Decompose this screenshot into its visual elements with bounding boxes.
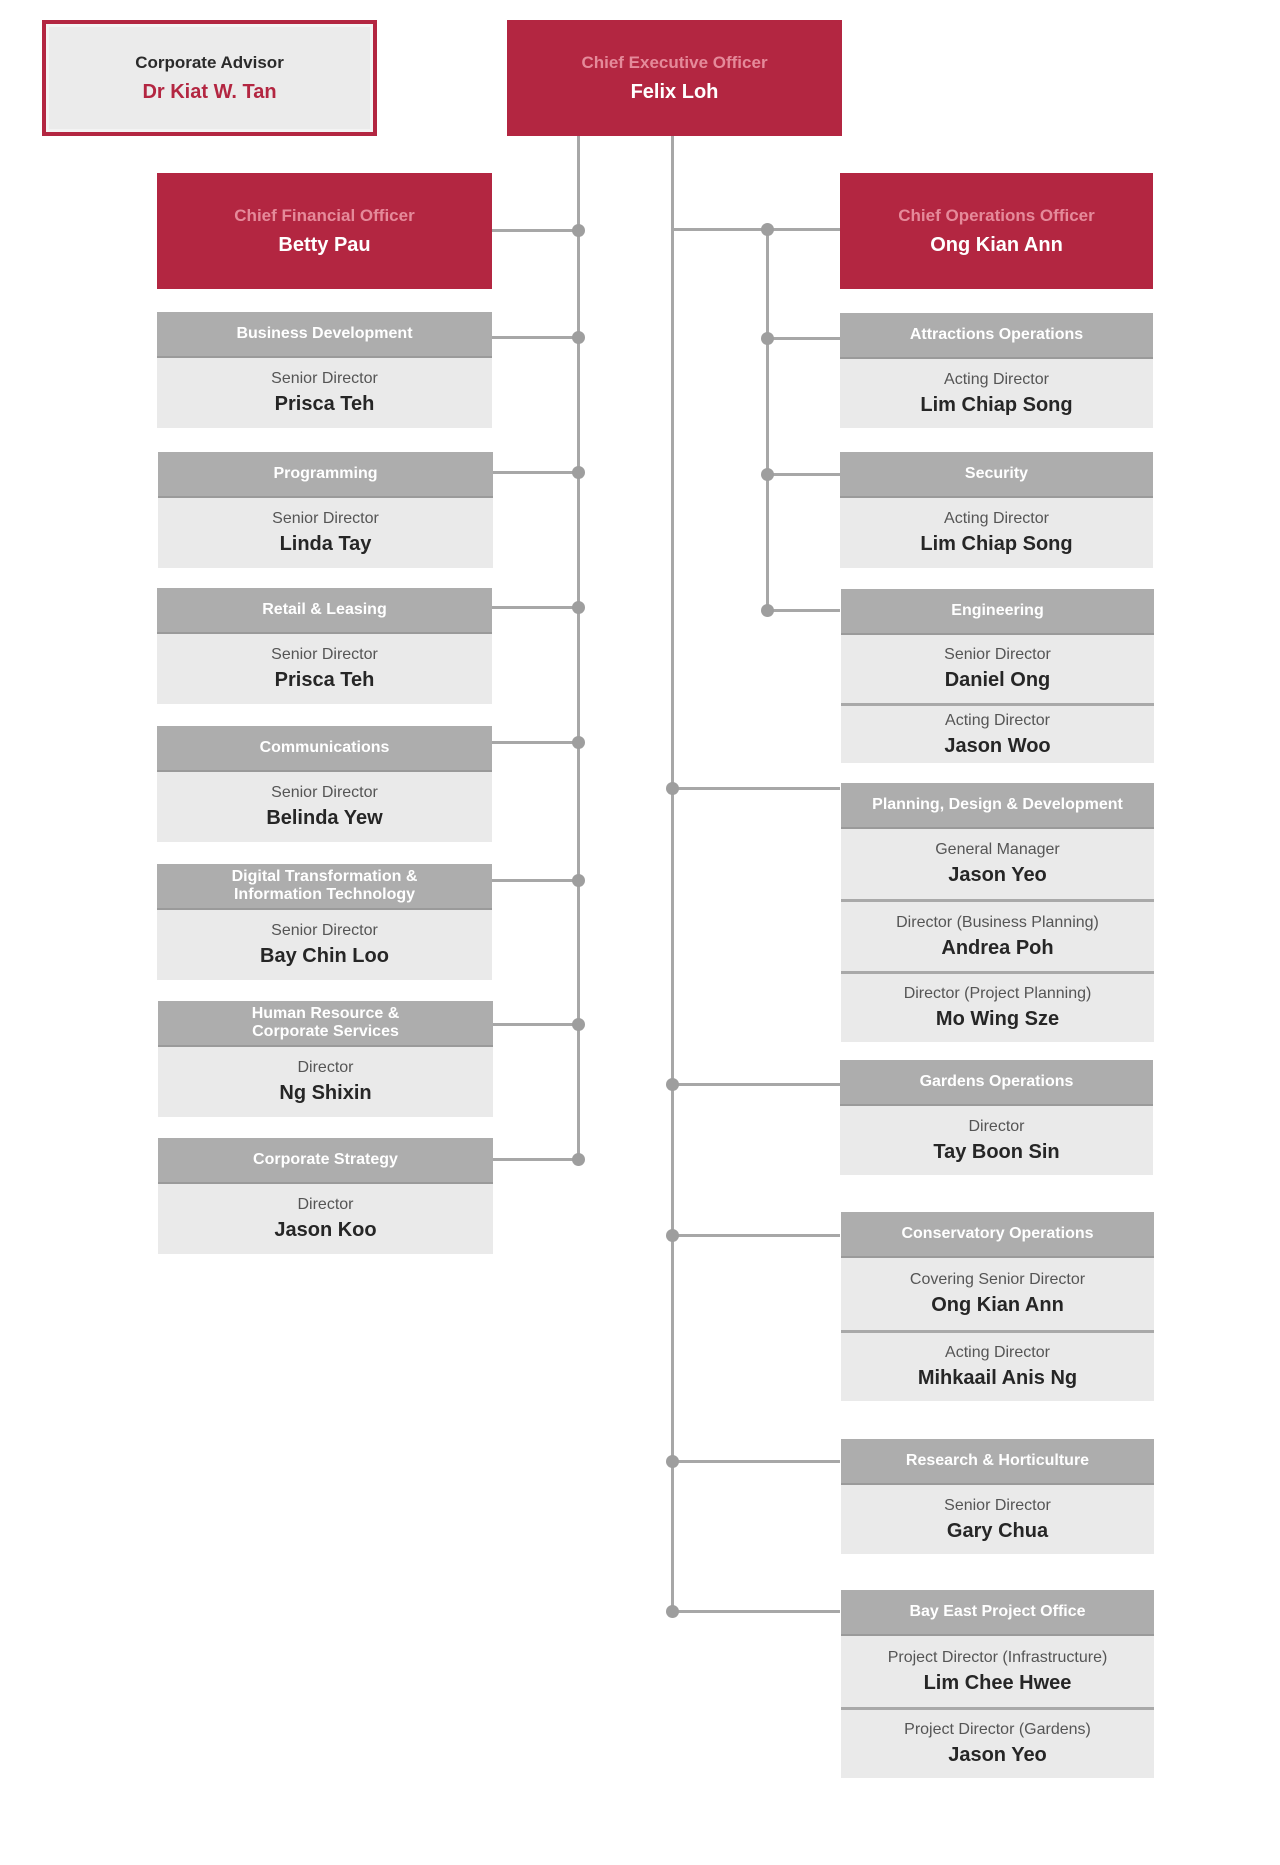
junction-dot <box>666 1605 679 1618</box>
dept-header: Conservatory Operations <box>841 1212 1154 1258</box>
dept-person <box>157 772 492 842</box>
person-title: Acting Director <box>944 510 1049 527</box>
dept-header: Human Resource & Corporate Services <box>158 1001 493 1047</box>
person-name: Gary Chua <box>946 1519 1049 1542</box>
branch-coo <box>672 228 840 231</box>
dept-header: Engineering <box>841 589 1154 635</box>
dept-person <box>841 1258 1154 1330</box>
dept-person <box>841 703 1154 763</box>
person-title: Project Director (Gardens) <box>904 1721 1091 1738</box>
person-title: Senior Director <box>271 370 378 387</box>
dept-engineering <box>841 589 1154 763</box>
role-label: Chief Operations Officer <box>898 205 1095 225</box>
dept-human-resource <box>158 1001 493 1117</box>
branch-conservatory <box>672 1234 840 1237</box>
person-name: Felix Loh <box>630 80 719 103</box>
person-title: Acting Director <box>944 370 1049 388</box>
branch-pdd <box>672 787 840 790</box>
dept-person <box>841 1636 1154 1707</box>
dept-person <box>841 1485 1154 1554</box>
person-name: Betty Pau <box>278 233 371 256</box>
person-title: Acting Director <box>945 711 1050 729</box>
person-name: Daniel Ong <box>944 669 1051 691</box>
branch-attractions <box>767 337 840 340</box>
dept-person <box>158 498 493 568</box>
junction-dot <box>572 1153 585 1166</box>
dept-bay-east-project-office <box>841 1590 1154 1778</box>
corporate-advisor-box <box>42 20 377 136</box>
person-name: Ong Kian Ann <box>931 1294 1064 1316</box>
junction-dot <box>572 224 585 237</box>
person-name: Mihkaail Anis Ng <box>917 1367 1078 1389</box>
branch-research <box>672 1460 840 1463</box>
dept-programming <box>158 452 493 568</box>
dept-person <box>158 1184 493 1254</box>
dept-person <box>841 1330 1154 1401</box>
dept-header: Attractions Operations <box>840 313 1153 359</box>
person-name: Belinda Yew <box>266 807 383 829</box>
dept-header: Digital Transformation & Information Technology <box>157 864 492 910</box>
junction-dot <box>761 332 774 345</box>
dept-header: Communications <box>157 726 492 772</box>
dept-header: Planning, Design & Development <box>841 783 1154 829</box>
dept-person <box>157 634 492 704</box>
junction-dot <box>666 1229 679 1242</box>
person-title: Director <box>297 1196 354 1213</box>
person-title: Senior Director <box>271 922 378 939</box>
dept-retail-leasing <box>157 588 492 704</box>
person-name: Jason Woo <box>944 734 1051 757</box>
junction-dot <box>666 1078 679 1091</box>
person-name: Jason Yeo <box>948 864 1047 886</box>
dept-planning-design-development <box>841 783 1154 1042</box>
person-name: Linda Tay <box>279 533 372 555</box>
ceo-box <box>507 20 842 136</box>
branch-security <box>767 473 840 476</box>
person-name: Ong Kian Ann <box>930 233 1063 256</box>
branch-communications <box>491 741 579 744</box>
dept-header: Bay East Project Office <box>841 1590 1154 1636</box>
dept-person <box>840 359 1153 428</box>
ceo-trunk-line <box>671 136 674 1612</box>
person-title: Project Director (Infrastructure) <box>887 1648 1108 1666</box>
person-name: Prisca Teh <box>274 393 375 415</box>
person-name: Lim Chiap Song <box>920 533 1073 555</box>
branch-cfo <box>491 229 579 232</box>
junction-dot <box>761 468 774 481</box>
dept-header: Business Development <box>157 312 492 358</box>
dept-business-development <box>157 312 492 428</box>
junction-dot <box>572 736 585 749</box>
branch-hr <box>491 1023 579 1026</box>
branch-gardens <box>672 1083 840 1086</box>
dept-communications <box>157 726 492 842</box>
junction-dot <box>666 782 679 795</box>
junction-dot <box>761 604 774 617</box>
dept-research-horticulture <box>841 1439 1154 1554</box>
dept-person <box>157 358 492 428</box>
branch-business-development <box>491 336 579 339</box>
person-title: Acting Director <box>945 1344 1050 1361</box>
dept-person <box>840 498 1153 568</box>
branch-retail <box>491 606 579 609</box>
person-name: Dr Kiat W. Tan <box>142 80 277 103</box>
person-name: Mo Wing Sze <box>935 1008 1060 1030</box>
dept-person <box>841 635 1154 703</box>
person-name: Tay Boon Sin <box>933 1140 1060 1163</box>
person-title: Director (Project Planning) <box>903 985 1092 1002</box>
role-label: Chief Executive Officer <box>581 52 768 72</box>
dept-gardens-operations <box>840 1060 1153 1175</box>
dept-digital-transformation-it <box>157 864 492 980</box>
dept-person <box>158 1047 493 1117</box>
dept-person <box>841 899 1154 971</box>
person-title: Director <box>297 1059 354 1076</box>
dept-attractions-operations <box>840 313 1153 428</box>
person-title: Senior Director <box>271 646 378 663</box>
junction-dot <box>572 874 585 887</box>
role-label: Corporate Advisor <box>135 52 284 72</box>
junction-dot <box>666 1455 679 1468</box>
person-name: Jason Koo <box>274 1219 377 1241</box>
coo-box <box>840 173 1153 289</box>
dept-conservatory-operations <box>841 1212 1154 1401</box>
person-title: Senior Director <box>944 1496 1051 1514</box>
dept-header: Programming <box>158 452 493 498</box>
dept-person <box>841 1707 1154 1778</box>
junction-dot <box>572 466 585 479</box>
branch-bay-east <box>672 1610 840 1613</box>
person-name: Lim Chee Hwee <box>923 1671 1072 1694</box>
dept-corporate-strategy <box>158 1138 493 1254</box>
person-name: Prisca Teh <box>274 669 375 691</box>
person-title: General Manager <box>935 841 1060 858</box>
person-title: Director <box>968 1117 1025 1135</box>
dept-security <box>840 452 1153 568</box>
cfo-trunk-line <box>577 136 580 1161</box>
person-title: Senior Director <box>271 784 378 801</box>
branch-engineering <box>767 609 840 612</box>
branch-digital <box>491 879 579 882</box>
person-name: Andrea Poh <box>941 936 1054 959</box>
dept-header: Security <box>840 452 1153 498</box>
junction-dot <box>761 223 774 236</box>
dept-header: Research & Horticulture <box>841 1439 1154 1485</box>
coo-trunk-line <box>766 230 769 614</box>
junction-dot <box>572 1018 585 1031</box>
role-label: Chief Financial Officer <box>234 205 415 225</box>
junction-dot <box>572 601 585 614</box>
junction-dot <box>572 331 585 344</box>
dept-person <box>841 971 1154 1042</box>
dept-header: Corporate Strategy <box>158 1138 493 1184</box>
dept-header: Gardens Operations <box>840 1060 1153 1106</box>
person-name: Ng Shixin <box>279 1082 372 1104</box>
dept-header: Retail & Leasing <box>157 588 492 634</box>
person-name: Jason Yeo <box>948 1744 1047 1766</box>
cfo-box <box>157 173 492 289</box>
person-name: Bay Chin Loo <box>260 945 389 967</box>
person-title: Director (Business Planning) <box>896 913 1099 931</box>
dept-person <box>157 910 492 980</box>
person-title: Senior Director <box>272 510 379 527</box>
branch-programming <box>491 471 579 474</box>
dept-person <box>841 829 1154 899</box>
dept-person <box>840 1106 1153 1175</box>
person-title: Senior Director <box>944 646 1051 663</box>
person-name: Lim Chiap Song <box>920 393 1073 416</box>
person-title: Covering Senior Director <box>909 1271 1086 1288</box>
branch-corporate-strategy <box>491 1158 579 1161</box>
